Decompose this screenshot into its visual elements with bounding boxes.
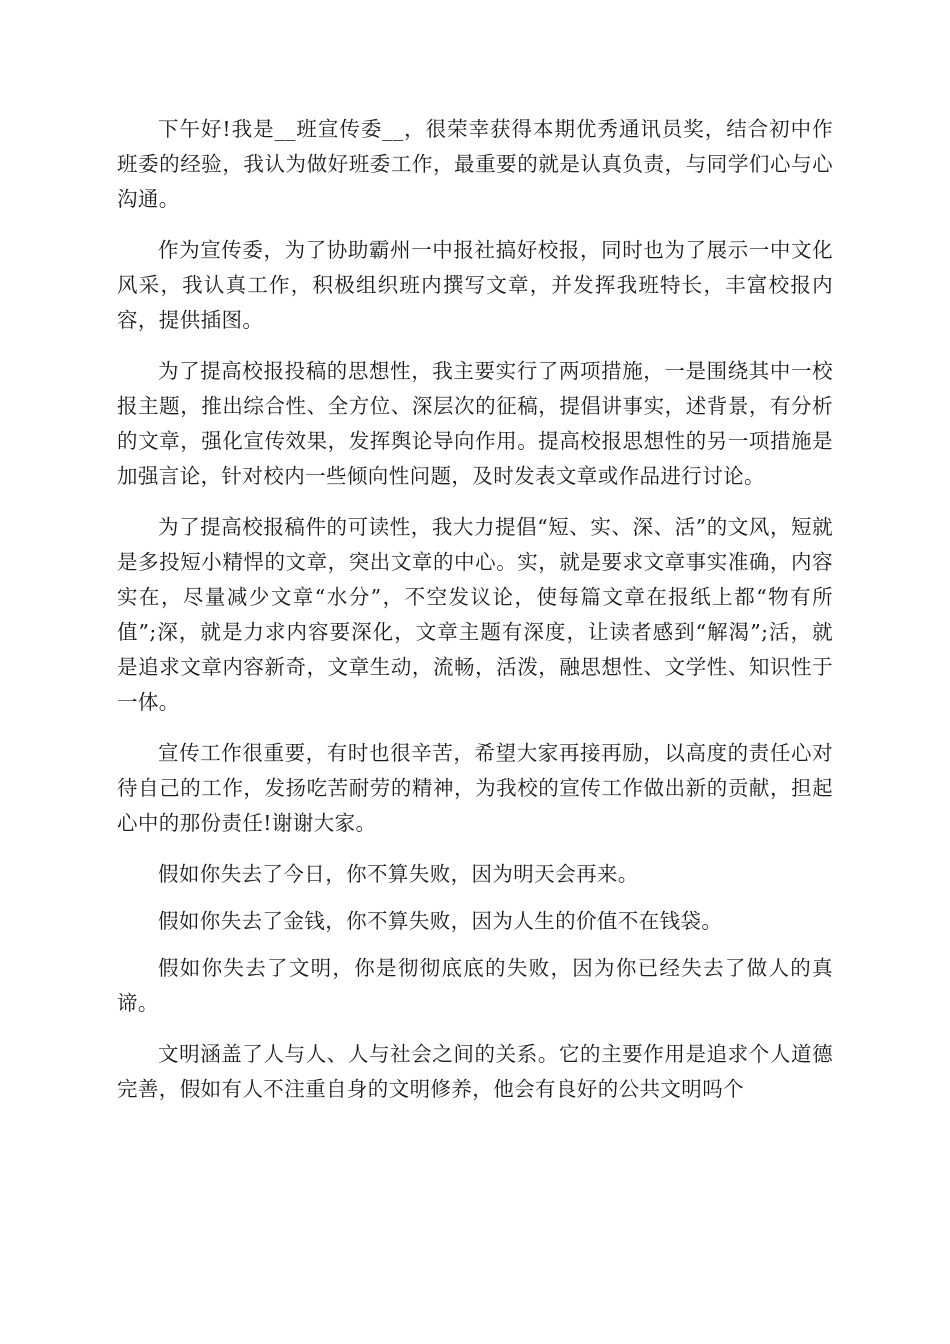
paragraph-1: 下午好!我是__班宣传委__，很荣幸获得本期优秀通讯员奖，结合初中作班委的经验，我认为做好班委工作，最重要的就是认真负责，与同学们心与心沟通。: [117, 117, 833, 211]
paragraph-6: 假如你失去了今日，你不算失败，因为明天会再来。: [158, 862, 639, 886]
paragraph-9: 文明涵盖了人与人、人与社会之间的关系。它的主要作用是追求个人道德完善，假如有人不注重自身的文明修养，他会有良好的公共文明吗个: [117, 1042, 833, 1101]
paragraph-8: 假如你失去了文明，你是彻彻底底的失败，因为你已经失去了做人的真谛。: [117, 956, 833, 1015]
paragraph-3: 为了提高校报投稿的思想性，我主要实行了两项措施，一是围绕其中一校报主题，推出综合性、全方位、深层次的征稿，提倡讲事实，述背景，有分析的文章，强化宣传效果，发挥舆论导向作用。提高校报思想性的另一项措施是加强言论，针对校内一些倾向性问题，及时发表文章或作品进行讨论。: [117, 359, 833, 488]
paragraph-5: 宣传工作很重要，有时也很辛苦，希望大家再接再励，以高度的责任心对待自己的工作，发扬吃苦耐劳的精神，为我校的宣传工作做出新的贡献，担起心中的那份责任!谢谢大家。: [117, 741, 833, 835]
paragraph-2: 作为宣传委，为了协助霸州一中报社搞好校报，同时也为了展示一中文化风采，我认真工作，积极组织班内撰写文章，并发挥我班特长，丰富校报内容，提供插图。: [117, 238, 833, 332]
paragraph-4: 为了提高校报稿件的可读性，我大力提倡“短、实、深、活”的文风，短就是多投短小精悍的文章，突出文章的中心。实，就是要求文章事实准确，内容实在，尽量减少文章“水分”，不空发议论，使每篇文章在报纸上都“物有所值”;深，就是力求内容要深化，文章主题有深度，让读者感到“解渴”;活，就是追求文章内容新奇，文章生动，流畅，活泼，融思想性、文学性、知识性于一体。: [117, 515, 833, 714]
paragraph-7: 假如你失去了金钱，你不算失败，因为人生的价值不在钱袋。: [158, 909, 723, 933]
document-body: [117, 112, 833, 1123]
